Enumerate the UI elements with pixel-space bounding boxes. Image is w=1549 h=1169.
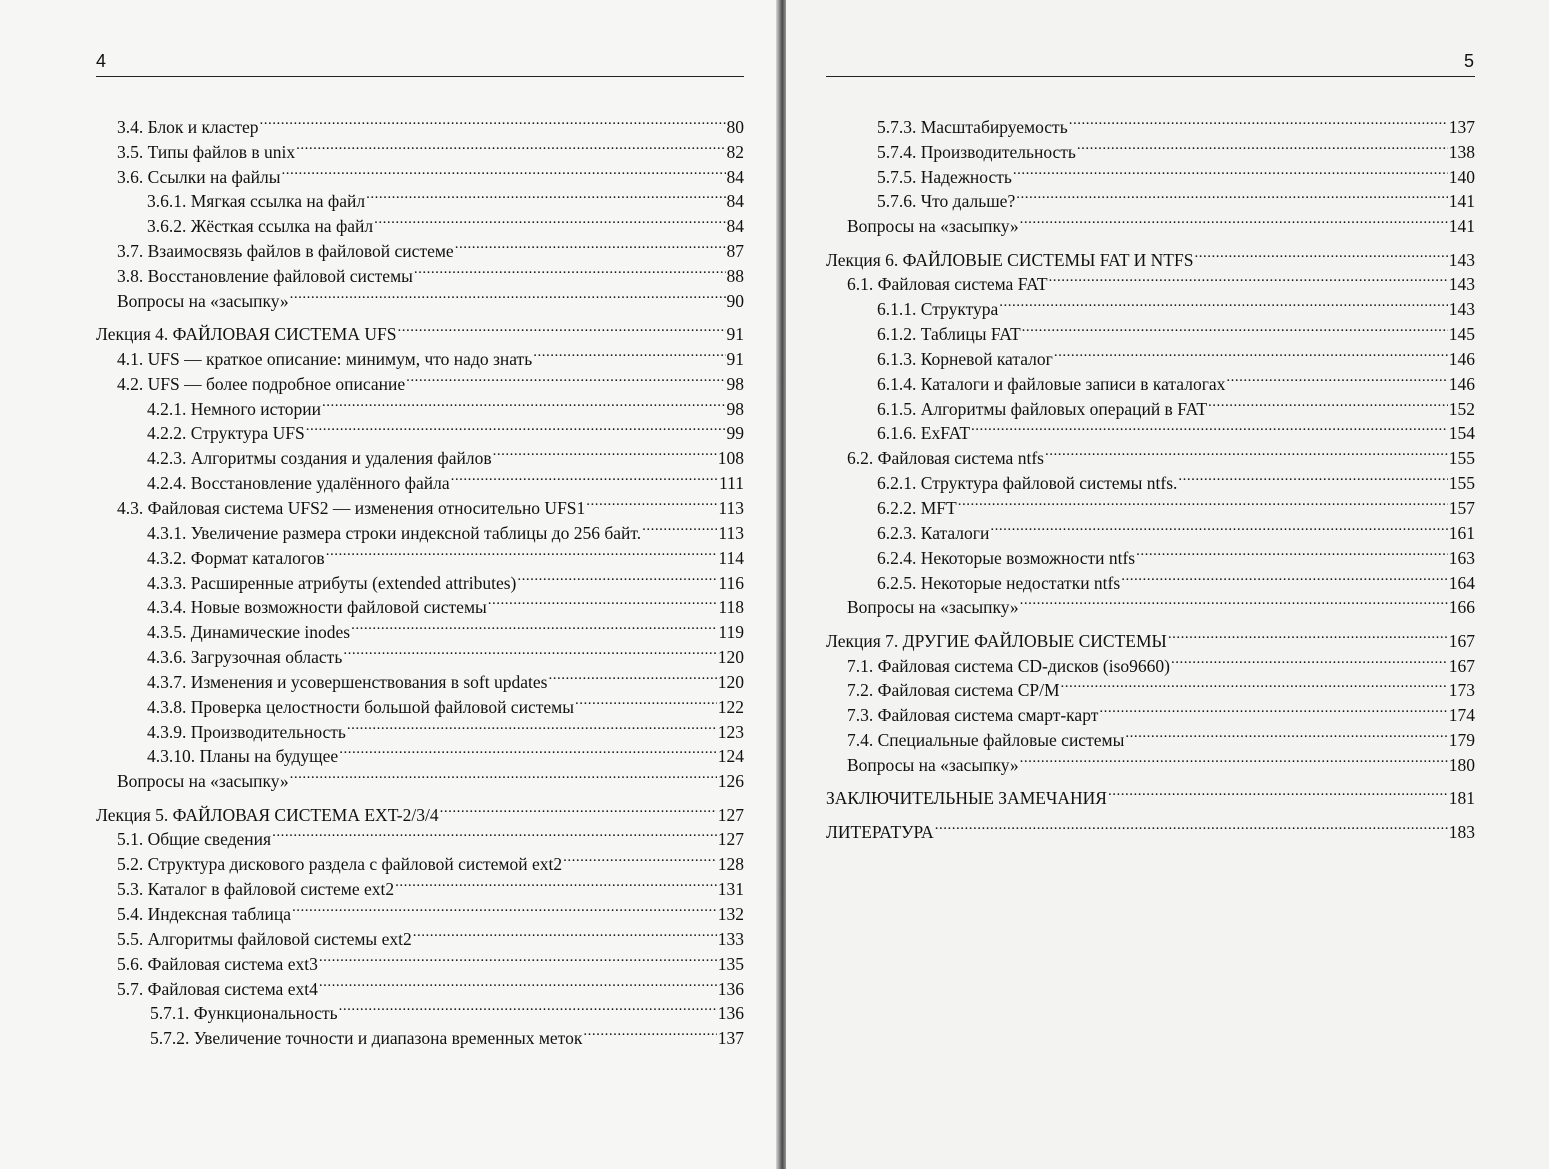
toc-entry-page: 179	[1448, 730, 1475, 751]
toc-dot-leader	[1108, 779, 1448, 804]
toc-entry-page: 98	[726, 398, 744, 419]
toc-dot-leader	[406, 365, 725, 390]
toc-entry-title: 3.8. Восстановление файловой системы	[117, 265, 413, 286]
toc-dot-leader	[1226, 365, 1447, 390]
toc-entry-title: Вопросы на «засыпку»	[117, 771, 289, 792]
toc-entry	[96, 108, 744, 137]
toc-entry-page: 155	[1448, 448, 1475, 469]
toc-entry-page: 180	[1448, 754, 1475, 775]
toc-entry-page: 124	[717, 746, 744, 767]
toc-entry-title: 6.2.1. Структура файловой системы ntfs.	[877, 473, 1178, 494]
toc-dot-leader	[366, 183, 725, 208]
toc-entry	[96, 315, 744, 345]
toc-dot-leader	[1045, 439, 1448, 464]
toc-entry-page: 138	[1448, 141, 1475, 162]
toc-entry-page: 143	[1448, 249, 1475, 270]
toc-entry-page: 84	[726, 166, 744, 187]
toc-entry-page: 120	[717, 647, 744, 668]
toc-entry-page: 91	[726, 324, 744, 345]
toc-entry-page: 84	[726, 191, 744, 212]
toc-entry	[826, 813, 1475, 842]
toc-entry-title: 7.1. Файловая система CD-дисков (iso9660)	[847, 655, 1170, 676]
toc-dot-leader	[1022, 315, 1448, 340]
toc-entry	[96, 796, 744, 825]
toc-dot-leader	[1125, 721, 1447, 746]
toc-entry-title: 6.2.5. Некоторые недостатки ntfs	[877, 572, 1121, 593]
toc-entry-title: 5.7.5. Надежность	[877, 166, 1012, 187]
toc-dot-leader	[1099, 696, 1447, 721]
toc-entry-title: 3.5. Типы файлов в unix	[117, 141, 296, 162]
toc-entry-page: 143	[1448, 299, 1475, 320]
toc-entry-page: 87	[726, 241, 744, 262]
left-toc-list	[96, 108, 744, 1049]
toc-entry-page: 131	[717, 879, 744, 900]
toc-entry-page: 82	[726, 141, 744, 162]
toc-entry-title: Лекция 4. ФАЙЛОВАЯ СИСТЕМА UFS	[96, 324, 397, 345]
toc-entry-page: 136	[717, 978, 744, 999]
toc-entry-page: 154	[1448, 423, 1475, 444]
toc-entry-page: 98	[726, 373, 744, 394]
toc-entry-title: 4.3.8. Проверка целостности большой файловой системы	[147, 696, 574, 717]
toc-entry-title: 4.3. Файловая система UFS2 — изменения относительно UFS1	[117, 498, 586, 518]
toc-entry-page: 128	[717, 854, 744, 875]
toc-entry	[826, 622, 1475, 651]
toc-entry-title: Лекция 7. ДРУГИЕ ФАЙЛОВЫЕ СИСТЕМЫ	[826, 630, 1167, 651]
toc-dot-leader	[292, 895, 717, 920]
toc-entry-title: 4.1. UFS — краткое описание: минимум, что надо знать	[117, 348, 533, 369]
toc-dot-leader	[343, 638, 716, 663]
toc-entry-title: 4.2. UFS — более подробное описание	[117, 373, 406, 394]
toc-dot-leader	[339, 995, 717, 1020]
toc-dot-leader	[1020, 589, 1448, 614]
toc-dot-leader	[414, 257, 726, 282]
toc-entry-title: 4.3.3. Расширенные атрибуты (extended attributes)	[147, 572, 517, 593]
toc-entry-title: 5.3. Каталог в файловой системе ext2	[117, 879, 395, 900]
left-header-rule	[96, 76, 744, 77]
toc-dot-leader	[1136, 539, 1448, 564]
toc-entry-title: 4.2.4. Восстановление удалённого файла	[147, 473, 450, 494]
toc-dot-leader	[326, 539, 718, 564]
toc-dot-leader	[322, 390, 726, 415]
toc-entry-title: 6.1.4. Каталоги и файловые записи в каталогах	[877, 373, 1226, 394]
toc-entry	[826, 241, 1475, 270]
toc-entry-title: 5.4. Индексная таблица	[117, 904, 292, 924]
toc-dot-leader	[413, 920, 717, 945]
toc-dot-leader	[999, 290, 1447, 315]
toc-entry-title: 6.1.1. Структура	[877, 299, 999, 320]
toc-entry-page: 133	[717, 928, 744, 949]
toc-entry-page: 99	[726, 423, 744, 444]
toc-entry-title: 6.1.3. Корневой каталог	[877, 348, 1053, 369]
toc-dot-leader	[347, 713, 717, 738]
toc-entry-page: 113	[718, 498, 744, 518]
toc-entry-title: 5.7.6. Что дальше?	[877, 191, 1016, 212]
toc-dot-leader	[395, 870, 717, 895]
toc-entry-page: 155	[1448, 473, 1475, 494]
toc-entry-page: 123	[717, 721, 744, 742]
toc-entry-page: 146	[1448, 348, 1475, 369]
toc-entry-title: 4.2.1. Немного истории	[147, 398, 321, 419]
toc-entry-page: 161	[1448, 522, 1475, 543]
toc-entry-page: 80	[726, 116, 744, 137]
toc-entry-title: ЛИТЕРАТУРА	[826, 821, 934, 842]
toc-entry-page: 143	[1448, 274, 1475, 295]
toc-entry-title: 3.7. Взаимосвязь файлов в файловой системе	[117, 241, 454, 262]
toc-dot-leader	[958, 489, 1448, 514]
toc-dot-leader	[1077, 133, 1448, 158]
toc-entry-title: Вопросы на «засыпку»	[847, 216, 1019, 237]
toc-entry-page: 173	[1448, 680, 1475, 701]
toc-entry-title: 5.1. Общие сведения	[117, 829, 272, 850]
toc-dot-leader	[351, 613, 717, 638]
toc-entry-title: 5.7. Файловая система ext4	[117, 978, 318, 999]
toc-entry-title: 5.5. Алгоритмы файловой системы ext2	[117, 928, 412, 949]
toc-dot-leader	[281, 158, 725, 183]
toc-entry-page: 126	[717, 771, 744, 792]
toc-entry-title: 6.1.6. ExFAT	[877, 423, 971, 444]
toc-entry-page: 140	[1448, 166, 1475, 187]
toc-entry-page: 183	[1448, 821, 1475, 842]
right-toc-list	[826, 108, 1475, 842]
toc-entry-page: 136	[717, 1003, 744, 1024]
toc-dot-leader	[971, 415, 1448, 440]
toc-dot-leader	[935, 813, 1448, 838]
toc-dot-leader	[575, 688, 717, 713]
toc-entry-title: 6.2. Файловая система ntfs	[847, 448, 1044, 469]
toc-entry-title: 3.4. Блок и кластер	[117, 116, 259, 137]
toc-entry-page: 164	[1448, 572, 1475, 593]
toc-dot-leader	[1194, 241, 1447, 266]
toc-entry-page: 174	[1448, 705, 1475, 726]
toc-entry-page: 111	[719, 473, 744, 494]
toc-entry-title: 7.4. Специальные файловые системы	[847, 730, 1125, 751]
toc-entry-page: 145	[1448, 324, 1475, 345]
toc-dot-leader	[1061, 672, 1448, 697]
toc-entry-title: 4.3.2. Формат каталогов	[147, 547, 325, 568]
toc-dot-leader	[296, 133, 725, 158]
toc-dot-leader	[1208, 390, 1448, 415]
toc-dot-leader	[290, 282, 726, 307]
toc-entry-title: 4.2.3. Алгоритмы создания и удаления файлов	[147, 448, 492, 469]
toc-dot-leader	[642, 514, 717, 539]
toc-entry-page: 113	[718, 522, 744, 543]
toc-entry-title: Вопросы на «засыпку»	[847, 754, 1019, 775]
toc-dot-leader	[548, 663, 716, 688]
toc-entry-page: 167	[1448, 655, 1475, 676]
toc-dot-leader	[339, 738, 717, 763]
toc-dot-leader	[1049, 266, 1448, 291]
toc-dot-leader	[563, 845, 717, 870]
right-page-number: 5	[1464, 51, 1475, 71]
toc-dot-leader	[440, 796, 717, 821]
toc-dot-leader	[397, 315, 725, 340]
toc-dot-leader	[306, 415, 726, 440]
toc-entry-page: 152	[1448, 398, 1475, 419]
toc-entry-title: 5.7.3. Масштабируемость	[877, 116, 1068, 137]
toc-entry-page: 137	[1448, 116, 1475, 137]
toc-entry-page: 146	[1448, 373, 1475, 394]
toc-entry-page: 157	[1448, 498, 1475, 518]
toc-entry-title: 4.3.7. Изменения и усовершенствования в soft updates	[147, 671, 548, 692]
toc-dot-leader	[1069, 108, 1448, 133]
toc-entry-page: 84	[726, 216, 744, 237]
toc-entry	[826, 779, 1475, 809]
toc-entry-title: ЗАКЛЮЧИТЕЛЬНЫЕ ЗАМЕЧАНИЯ	[826, 788, 1107, 809]
toc-entry-page: 127	[717, 829, 744, 850]
toc-entry-title: 7.2. Файловая система CP/M	[847, 680, 1060, 701]
toc-entry-page: 132	[717, 904, 744, 924]
toc-entry-page: 181	[1448, 788, 1475, 809]
toc-dot-leader	[319, 945, 717, 970]
toc-entry-page: 120	[717, 671, 744, 692]
toc-dot-leader	[451, 464, 718, 489]
toc-dot-leader	[290, 762, 717, 787]
toc-entry-page: 114	[718, 547, 744, 568]
toc-dot-leader	[259, 108, 725, 133]
toc-entry-page: 127	[717, 804, 744, 825]
toc-entry-title: Лекция 5. ФАЙЛОВАЯ СИСТЕМА EXT-2/3/4	[96, 804, 439, 825]
toc-entry	[826, 108, 1475, 137]
toc-entry-title: 4.3.5. Динамические inodes	[147, 622, 351, 643]
toc-dot-leader	[533, 340, 725, 365]
toc-entry-page: 122	[717, 696, 744, 717]
toc-entry-title: 3.6. Ссылки на файлы	[117, 166, 281, 187]
toc-entry-page: 88	[726, 265, 744, 286]
toc-entry-title: 6.2.4. Некоторые возможности ntfs	[877, 547, 1136, 568]
toc-entry-page: 163	[1448, 547, 1475, 568]
toc-entry-page: 166	[1448, 597, 1475, 618]
toc-dot-leader	[1178, 464, 1447, 489]
toc-entry-title: 6.1.2. Таблицы FAT	[877, 324, 1021, 345]
toc-entry-title: 6.1. Файловая система FAT	[847, 274, 1048, 295]
toc-entry-title: 5.7.1. Функциональность	[150, 1003, 338, 1024]
toc-entry-title: 5.6. Файловая система ext3	[117, 953, 318, 974]
toc-entry-title: 4.3.9. Производительность	[147, 721, 346, 742]
toc-entry-title: 3.6.2. Жёсткая ссылка на файл	[147, 216, 374, 237]
toc-dot-leader	[1054, 340, 1448, 365]
toc-dot-leader	[1016, 183, 1448, 208]
toc-entry-title: 7.3. Файловая система смарт-карт	[847, 705, 1099, 726]
toc-dot-leader	[374, 207, 725, 232]
toc-entry-title: 4.3.4. Новые возможности файловой системы	[147, 597, 487, 618]
toc-dot-leader	[583, 1019, 716, 1044]
toc-dot-leader	[488, 589, 718, 614]
toc-entry-page: 91	[726, 348, 744, 369]
toc-dot-leader	[1121, 564, 1448, 589]
toc-entry-page: 141	[1448, 216, 1475, 237]
toc-entry-title: 4.3.1. Увеличение размера строки индексной таблицы до 256 байт.	[147, 522, 642, 543]
toc-entry-title: 5.2. Структура дискового раздела с файловой системой ext2	[117, 854, 563, 875]
toc-entry-title: Лекция 6. ФАЙЛОВЫЕ СИСТЕМЫ FAT И NTFS	[826, 249, 1194, 270]
toc-dot-leader	[1013, 158, 1448, 183]
toc-entry-title: 4.3.10. Планы на будущее	[147, 746, 339, 767]
toc-entry-title: 5.7.2. Увеличение точности и диапазона временных меток	[150, 1028, 583, 1049]
toc-entry-page: 119	[718, 622, 744, 643]
toc-dot-leader	[493, 439, 717, 464]
toc-entry-page: 108	[717, 448, 744, 469]
toc-entry-page: 167	[1448, 630, 1475, 651]
toc-dot-leader	[1020, 207, 1448, 232]
toc-entry-page: 116	[718, 572, 744, 593]
toc-entry-page: 141	[1448, 191, 1475, 212]
toc-entry-title: 6.1.5. Алгоритмы файловых операций в FAT	[877, 398, 1208, 419]
left-page-number: 4	[96, 51, 107, 71]
toc-entry-title: 6.2.3. Каталоги	[877, 522, 990, 543]
toc-dot-leader	[1168, 622, 1448, 647]
toc-entry-title: 4.2.2. Структура UFS	[147, 423, 305, 444]
toc-entry-title: Вопросы на «засыпку»	[117, 290, 289, 311]
toc-dot-leader	[586, 489, 717, 514]
toc-entry-title: 6.2.2. MFT	[877, 498, 957, 518]
toc-entry-page: 135	[717, 953, 744, 974]
toc-entry-page: 118	[718, 597, 744, 618]
toc-entry-title: 4.3.6. Загрузочная область	[147, 647, 343, 668]
toc-dot-leader	[319, 970, 717, 995]
toc-dot-leader	[517, 564, 717, 589]
toc-dot-leader	[990, 514, 1447, 539]
toc-dot-leader	[455, 232, 726, 257]
toc-entry-page: 90	[726, 290, 744, 311]
toc-entry-title: 3.6.1. Мягкая ссылка на файл	[147, 191, 366, 212]
toc-entry-page: 137	[717, 1028, 744, 1049]
toc-dot-leader	[1171, 647, 1448, 672]
toc-entry-title: 5.7.4. Производительность	[877, 141, 1076, 162]
toc-entry-title: Вопросы на «засыпку»	[847, 597, 1019, 618]
toc-dot-leader	[1020, 746, 1448, 771]
right-header-rule	[826, 76, 1475, 77]
toc-dot-leader	[272, 821, 717, 846]
